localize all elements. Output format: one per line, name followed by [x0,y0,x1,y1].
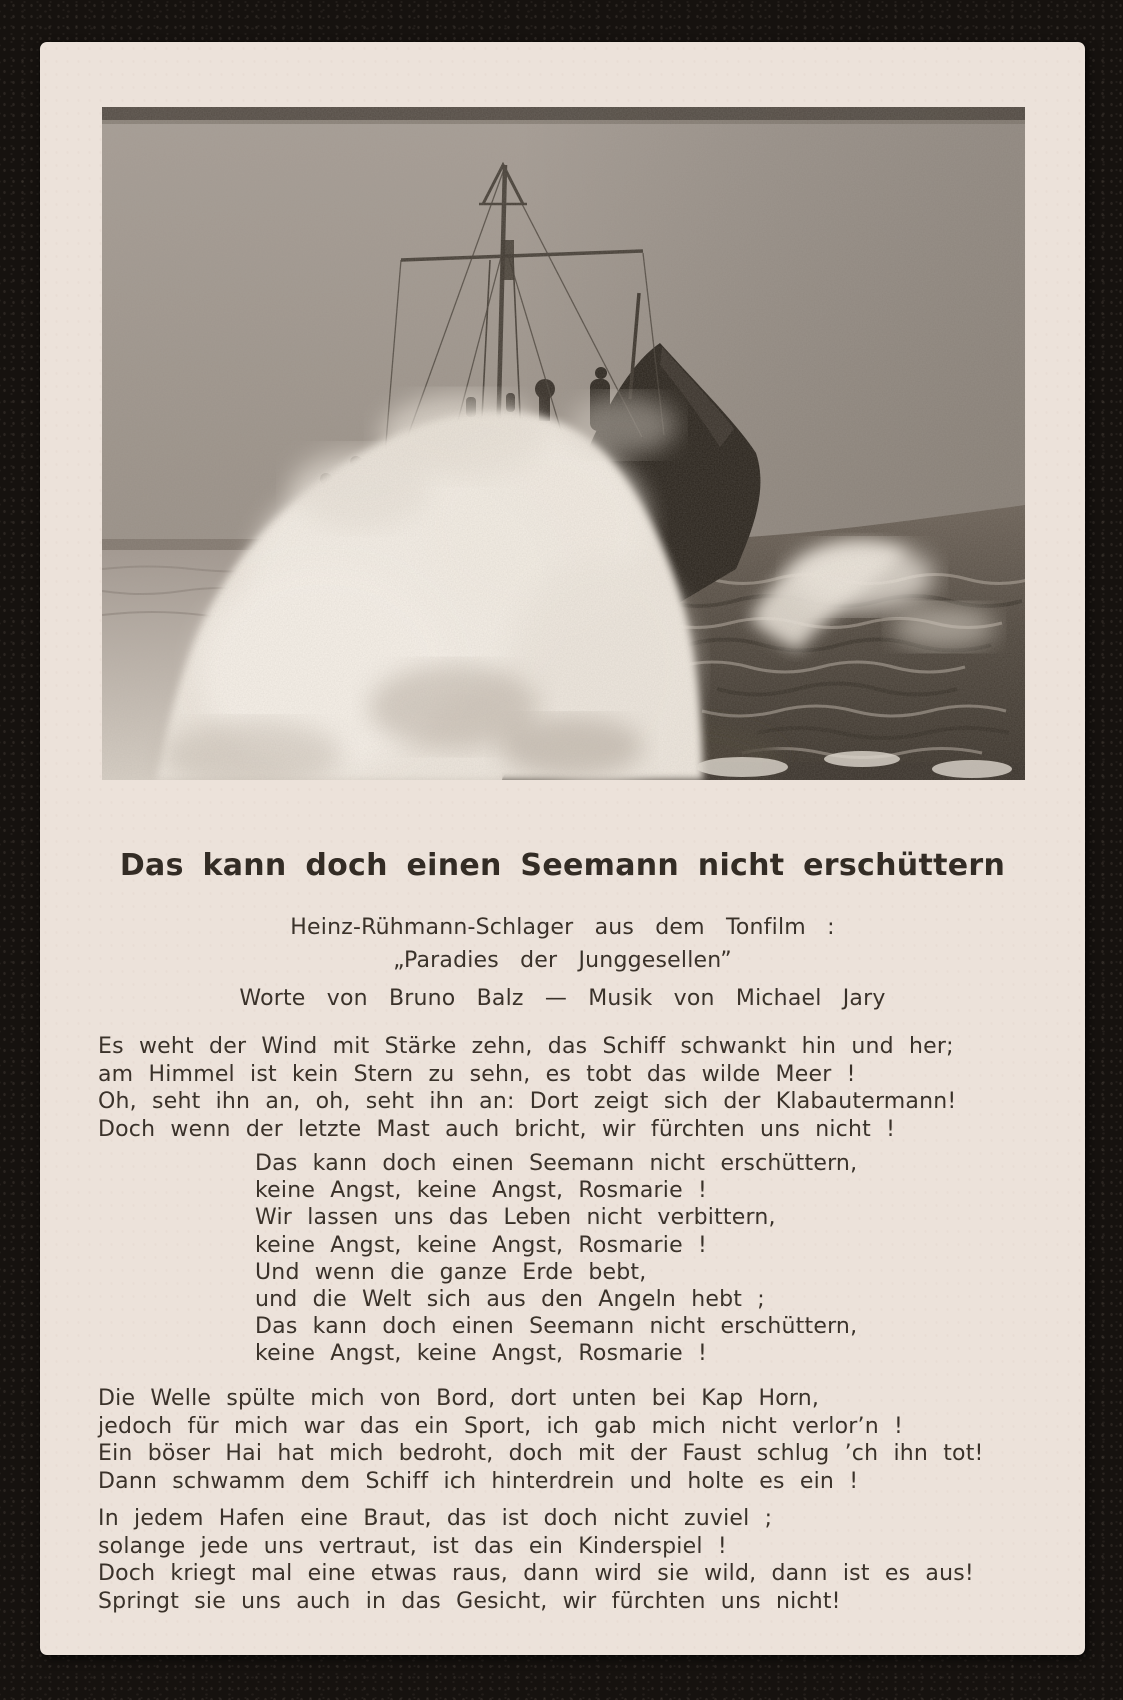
song-credits [40,911,1085,1015]
postcard [40,42,1085,1655]
verse-2 [98,1385,984,1495]
lyric-line: Die Welle spülte mich von Bord, dort unten bei Kap Horn, [98,1386,820,1411]
lyric-line: jedoch für mich war das ein Sport, ich gab mich nicht verlor’n ! [98,1413,904,1439]
lyric-line: keine Angst, keine Angst, Rosmarie ! [255,1232,708,1258]
credit-line-film-intro: Heinz-Rühmann-Schlager aus dem Tonfilm : [290,915,835,940]
verse-3 [98,1505,974,1615]
lyric-line: Doch wenn der letzte Mast auch bricht, wir fürchten uns nicht ! [98,1116,896,1142]
chorus [255,1150,857,1368]
lyric-line: In jedem Hafen eine Braut, das ist doch nicht zuviel ; [98,1506,773,1531]
lyric-line: Springt sie uns auch in das Gesicht, wir fürchten uns nicht! [98,1588,841,1614]
song-title: Das kann doch einen Seemann nicht erschüttern [119,848,1006,883]
lyric-line: Das kann doch einen Seemann nicht erschüttern, [255,1151,858,1176]
lyric-line: Doch kriegt mal eine etwas raus, dann wird sie wild, dann ist es aus! [98,1561,974,1586]
ship-photo [102,107,1025,780]
lyric-line: solange jede uns vertraut, ist das ein Kinderspiel ! [98,1533,727,1559]
credit-line-authors: Worte von Bruno Balz — Musik von Michael Jary [239,986,886,1011]
ship-photo-illustration [102,107,1025,780]
lyric-line: und die Welt sich aus den Angeln hebt ; [255,1287,765,1313]
credit-line-film-title: „Paradies der Junggesellen” [393,948,732,973]
lyric-line: Dann schwamm dem Schiff ich hinterdrein und holte es ein ! [98,1468,859,1494]
lyric-line: am Himmel ist kein Stern zu sehn, es tobt das wilde Meer ! [98,1061,856,1087]
lyric-line: Ein böser Hai hat mich bedroht, doch mit der Faust schlug ’ch ihn tot! [98,1441,984,1466]
lyric-line: Und wenn die ganze Erde bebt, [255,1259,647,1285]
lyric-line: keine Angst, keine Angst, Rosmarie ! [255,1341,708,1367]
lyric-line: Das kann doch einen Seemann nicht erschüttern, [255,1314,858,1340]
lyric-line: Oh, seht ihn an, oh, seht ihn an: Dort zeigt sich der Klabautermann! [98,1089,957,1114]
lyric-line: Es weht der Wind mit Stärke zehn, das Schiff schwankt hin und her; [98,1034,954,1059]
verse-1 [98,1033,956,1143]
lyric-line: keine Angst, keine Angst, Rosmarie ! [255,1178,708,1204]
lyric-line: Wir lassen uns das Leben nicht verbittern, [255,1205,776,1231]
